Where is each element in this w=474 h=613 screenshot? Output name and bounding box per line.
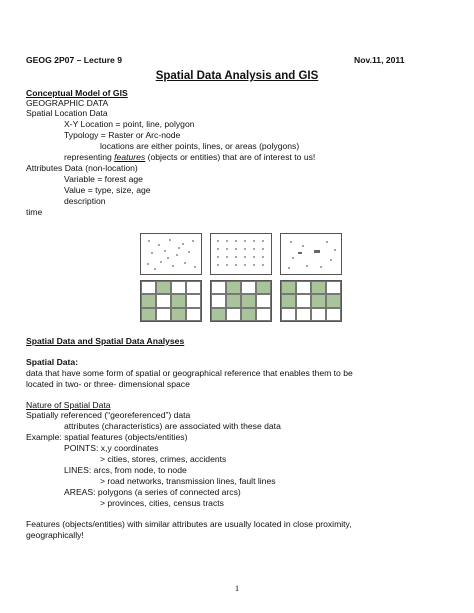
raster-cell (156, 294, 171, 307)
raster-cell (296, 294, 311, 307)
text-fragment: representing (64, 152, 115, 162)
raster-cell (281, 308, 296, 321)
text-line: Spatial Location Data (26, 108, 108, 118)
regular-grid-sample-panel (210, 233, 272, 275)
text-line: Features (objects/entities) with similar attributes are usually located in close proximity, (26, 519, 352, 529)
raster-cell (186, 281, 201, 294)
raster-cell (141, 281, 156, 294)
text-line: data that have some form of spatial or geographical reference that enables them to be (26, 368, 353, 378)
raster-cell (171, 281, 186, 294)
labeled-point-image (283, 236, 339, 272)
page-title: Spatial Data Analysis and GIS (155, 70, 319, 82)
text-line: Example: spatial features (objects/entities) (26, 432, 188, 442)
raster-cell (326, 294, 341, 307)
raster-cell (171, 294, 186, 307)
point-scatter-image (143, 236, 199, 272)
text-line: AREAS: polygons (a series of connected arcs) (64, 487, 241, 497)
subheading-spatial-data: Spatial Data: (26, 357, 79, 367)
raster-grid-1 (140, 280, 202, 322)
raster-cell (171, 308, 186, 321)
text-line: X-Y Location = point, line, polygon (64, 119, 195, 129)
text-line: Value = type, size, age (64, 185, 151, 195)
section-heading-conceptual-model: Conceptual Model of GIS (26, 88, 128, 98)
raster-cell (186, 308, 201, 321)
raster-cell (241, 308, 256, 321)
raster-cell (281, 281, 296, 294)
raster-cell (326, 281, 341, 294)
text-line: geographically! (26, 530, 84, 540)
raster-cell (141, 308, 156, 321)
raster-cell (256, 308, 271, 321)
subheading-nature-of-spatial-data: Nature of Spatial Data (26, 400, 111, 410)
raster-cell (256, 294, 271, 307)
text-line: Variable = forest age (64, 174, 143, 184)
raster-cell (186, 294, 201, 307)
text-line: locations are either points, lines, or areas (polygons) (100, 141, 300, 151)
raster-cell (226, 281, 241, 294)
raster-cell (156, 308, 171, 321)
raster-cell (211, 294, 226, 307)
text-line: attributes (characteristics) are associated with these data (64, 421, 281, 431)
section-heading-spatial-data: Spatial Data and Spatial Data Analyses (26, 336, 185, 346)
raster-cell (326, 308, 341, 321)
raster-cell (281, 294, 296, 307)
raster-cell (156, 281, 171, 294)
labeled-sample-panel (280, 233, 342, 275)
raster-cell (241, 294, 256, 307)
raster-cell (226, 308, 241, 321)
text-fragment: (objects or entities) that are of interest to us! (145, 152, 316, 162)
text-line: GEOGRAPHIC DATA (26, 98, 109, 108)
raster-cell (296, 281, 311, 294)
text-line (64, 152, 315, 162)
raster-cell (211, 281, 226, 294)
raster-cell (211, 308, 226, 321)
regular-point-grid-image (213, 236, 269, 272)
text-line: > road networks, transmission lines, fault lines (100, 476, 276, 486)
raster-cell (226, 294, 241, 307)
raster-cell (311, 294, 326, 307)
raster-grid-3 (280, 280, 342, 322)
date-header: Nov.11, 2011 (354, 55, 405, 65)
text-line: > cities, stores, crimes, accidents (100, 454, 227, 464)
raster-grid-2 (210, 280, 272, 322)
text-line: time (26, 207, 43, 217)
page-number: 1 (234, 583, 240, 593)
text-line: Typology = Raster or Arc-node (64, 130, 181, 140)
text-line: POINTS: x,y coordinates (64, 443, 159, 453)
features-emphasis: features (114, 152, 146, 162)
text-line: Attributes Data (non-location) (26, 163, 138, 173)
course-header: GEOG 2P07 – Lecture 9 (26, 55, 123, 65)
point-sample-panel (140, 233, 202, 275)
text-line: LINES: arcs, from node, to node (64, 465, 187, 475)
text-line: Spatially referenced (“georeferenced”) data (26, 410, 191, 420)
text-line: > provinces, cities, census tracts (100, 498, 224, 508)
raster-cell (311, 308, 326, 321)
raster-cell (256, 281, 271, 294)
raster-cell (141, 294, 156, 307)
raster-cell (296, 308, 311, 321)
text-line: located in two- or three- dimensional space (26, 379, 190, 389)
text-line: description (64, 196, 106, 206)
raster-cell (241, 281, 256, 294)
raster-cell (311, 281, 326, 294)
